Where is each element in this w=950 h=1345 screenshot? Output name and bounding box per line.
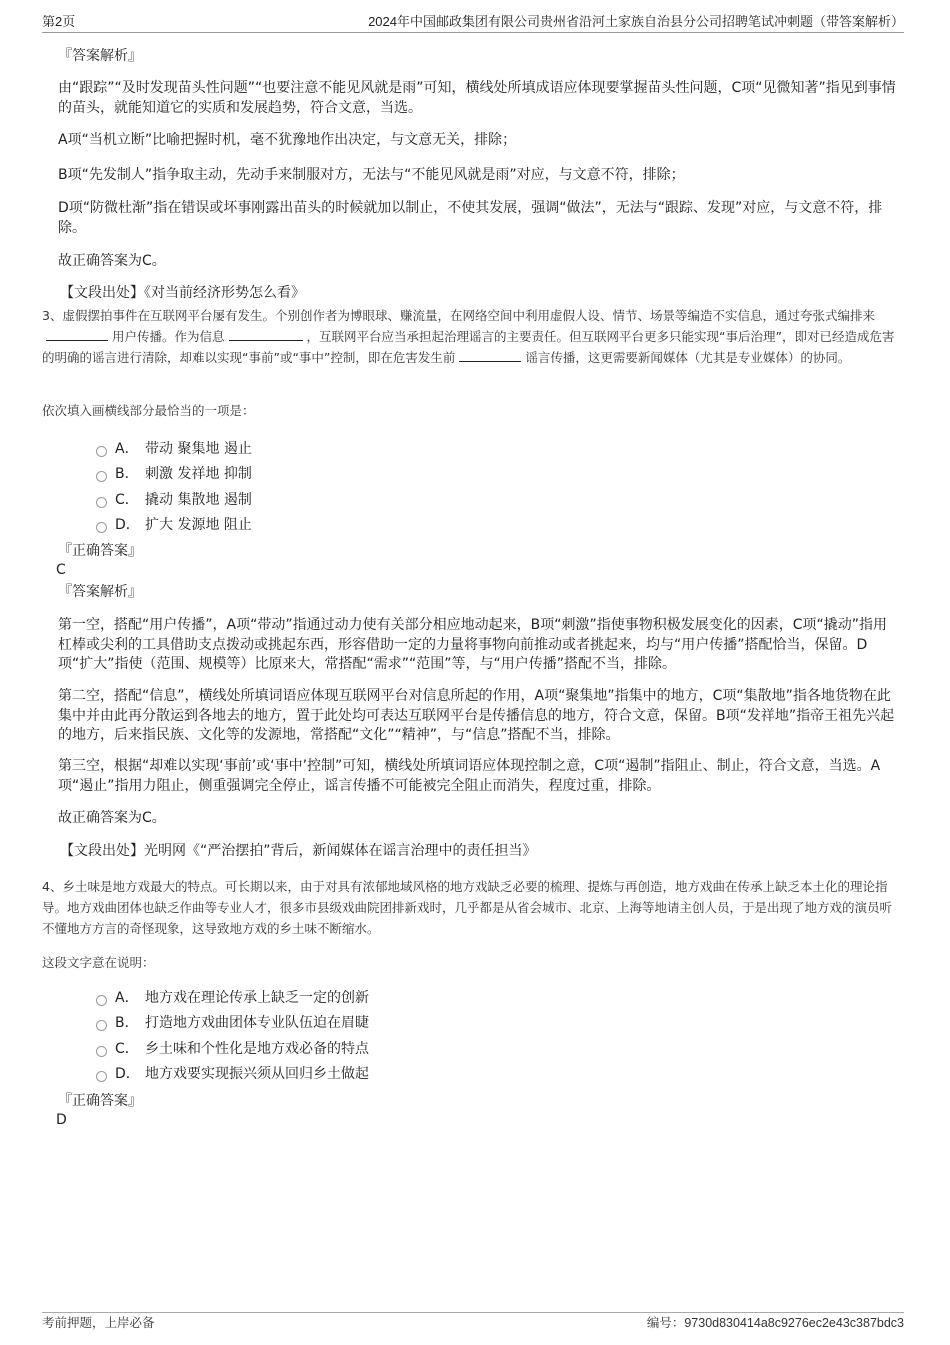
radio-icon[interactable]: [96, 1071, 107, 1082]
source-note: 【文段出处】光明网《“严治摆拍”背后，新闻媒体在谣言治理中的责任担当》: [60, 843, 537, 859]
analysis-paragraph: 第三空，根据“却难以实现‘事前’或‘事中’控制”可知，横线处所填词语应体现控制之意，C项“遏制”指阻止、制止，符合文意，当选。A项“遏止”指用力阻止，侧重强调完全停止，谣言传播不可能被完全阻止而消失，程度过重，排除。: [58, 758, 881, 794]
q4-option-d[interactable]: D． 地方戏要实现振兴须从回归乡土做起: [96, 1063, 369, 1083]
q3-option-c[interactable]: C． 撬动 集散地 遏制: [96, 489, 252, 509]
analysis-paragraph: 由“跟踪”“及时发现苗头性问题”“也要注意不能见风就是雨”可知，横线处所填成语应体现要掌握苗头性问题，C项“见微知著”指见到事情的苗头，就能知道它的实质和发展趋势，符合文意，当选。: [58, 80, 896, 116]
radio-icon[interactable]: [96, 995, 107, 1006]
q3-option-a[interactable]: A． 带动 聚集地 遏止: [96, 438, 252, 458]
analysis-paragraph: 第二空，搭配“信息”，横线处所填词语应体现互联网平台对信息所起的作用，A项“聚集地”指集中的地方，C项“集散地”指各地货物在此集中并由此再分散运到各地去的地方，置于此处均可表达互联网平台是传播信息的地方，符合文意，保留。B项“发祥地”指帝王祖先兴起的地方，后来指民族、文化等的发源地，常搭配“文化”“精神”，与“信息”搭配不当，排除。: [58, 688, 895, 743]
question-4-prompt: 这段文字意在说明：: [42, 955, 155, 970]
header-divider: [42, 32, 904, 33]
q4-option-a[interactable]: A． 地方戏在理论传承上缺乏一定的创新: [96, 987, 369, 1007]
answer-conclusion: 故正确答案为C。: [58, 810, 166, 826]
answer-conclusion: 故正确答案为C。: [58, 253, 166, 269]
radio-icon[interactable]: [96, 1020, 107, 1031]
question-4-stem: 4、乡土味是地方戏最大的特点。可长期以来，由于对具有浓郁地域风格的地方戏缺乏必要的梳理、提炼与再创造，地方戏曲在传承上缺乏本土化的理论指导。地方戏曲团体也缺乏作曲等专业人才，很多市县级戏曲院团排新戏时，几乎都是从省会城市、北京、上海等地请主创人员，于是出现了地方戏的演员听不懂地方方言的奇怪现象，这导致地方戏的乡土味不断缩水。: [42, 879, 893, 936]
document-title: 2024年中国邮政集团有限公司贵州省沿河土家族自治县分公司招聘笔试冲刺题（带答案解析）: [368, 14, 904, 29]
source-note: 【文段出处】《对当前经济形势怎么看》: [60, 285, 305, 301]
question-3-prompt: 依次填入画横线部分最恰当的一项是：: [42, 403, 255, 418]
analysis-label: 『答案解析』: [58, 48, 142, 64]
radio-icon[interactable]: [96, 446, 107, 457]
question-3-stem: 3、虚假摆拍事件在互联网平台屡有发生。个别创作者为博眼球、赚流量，在网络空间中利用虚假人设、情节、场景等编造不实信息，通过夸张式编排来用户传播。作为信息 ，互联网平台应当承担起治理谣言的主要责任。但互联网平台更多只能实现“事后治理”，即对已经造成危害的明确的谣言进行清除，却难以实现“事前”或“事中”控制，即在危害发生前 谣言传播，这更需要新闻媒体（尤其是专业媒体）的协同。: [42, 308, 895, 365]
correct-answer-label: 『正确答案』: [58, 1093, 142, 1109]
blank-2: [229, 328, 303, 341]
correct-answer-label: 『正确答案』: [58, 543, 142, 559]
radio-icon[interactable]: [96, 522, 107, 533]
radio-icon[interactable]: [96, 1046, 107, 1057]
blank-1: [46, 328, 108, 341]
footer-slogan: 考前押题，上岸必备: [42, 1315, 155, 1330]
analysis-label: 『答案解析』: [58, 584, 142, 600]
q4-option-b[interactable]: B． 打造地方戏曲团体专业队伍迫在眉睫: [96, 1012, 369, 1032]
analysis-paragraph: A项“当机立断”比喻把握时机，毫不犹豫地作出决定，与文意无关，排除；: [58, 132, 517, 148]
q4-option-c[interactable]: C． 乡土味和个性化是地方戏必备的特点: [96, 1038, 369, 1058]
radio-icon[interactable]: [96, 497, 107, 508]
analysis-paragraph: B项“先发制人”指争取主动，先动手来制服对方，无法与“不能见风就是雨”对应，与文意不符，排除；: [58, 167, 685, 183]
correct-answer: D: [56, 1112, 67, 1128]
analysis-paragraph: 第一空，搭配“用户传播”，A项“带动”指通过动力使有关部分相应地动起来，B项“刺激”指使事物积极发展变化的因素，C项“撬动”指用杠棒或尖利的工具借助支点拨动或挑起东西，形容借助一定的力量将事物向前推动或者挑起来，均与“用户传播”搭配恰当，保留。D项“扩大”指使（范围、规模等）比原来大，常搭配“需求”“范围”等，与“用户传播”搭配不当，排除。: [58, 617, 887, 672]
blank-3: [459, 349, 521, 362]
q3-option-d[interactable]: D． 扩大 发源地 阻止: [96, 514, 252, 534]
correct-answer: C: [56, 562, 66, 578]
q3-option-b[interactable]: B． 刺激 发祥地 抑制: [96, 463, 252, 483]
document-id: 编号：9730d830414a8c9276ec2e43c387bdc3: [646, 1316, 904, 1330]
analysis-paragraph: D项“防微杜渐”指在错误或坏事刚露出苗头的时候就加以制止，不使其发展，强调“做法”，无法与“跟踪、发现”对应，与文意不符，排除。: [58, 200, 883, 236]
radio-icon[interactable]: [96, 471, 107, 482]
page-number: 第2页: [42, 14, 76, 29]
